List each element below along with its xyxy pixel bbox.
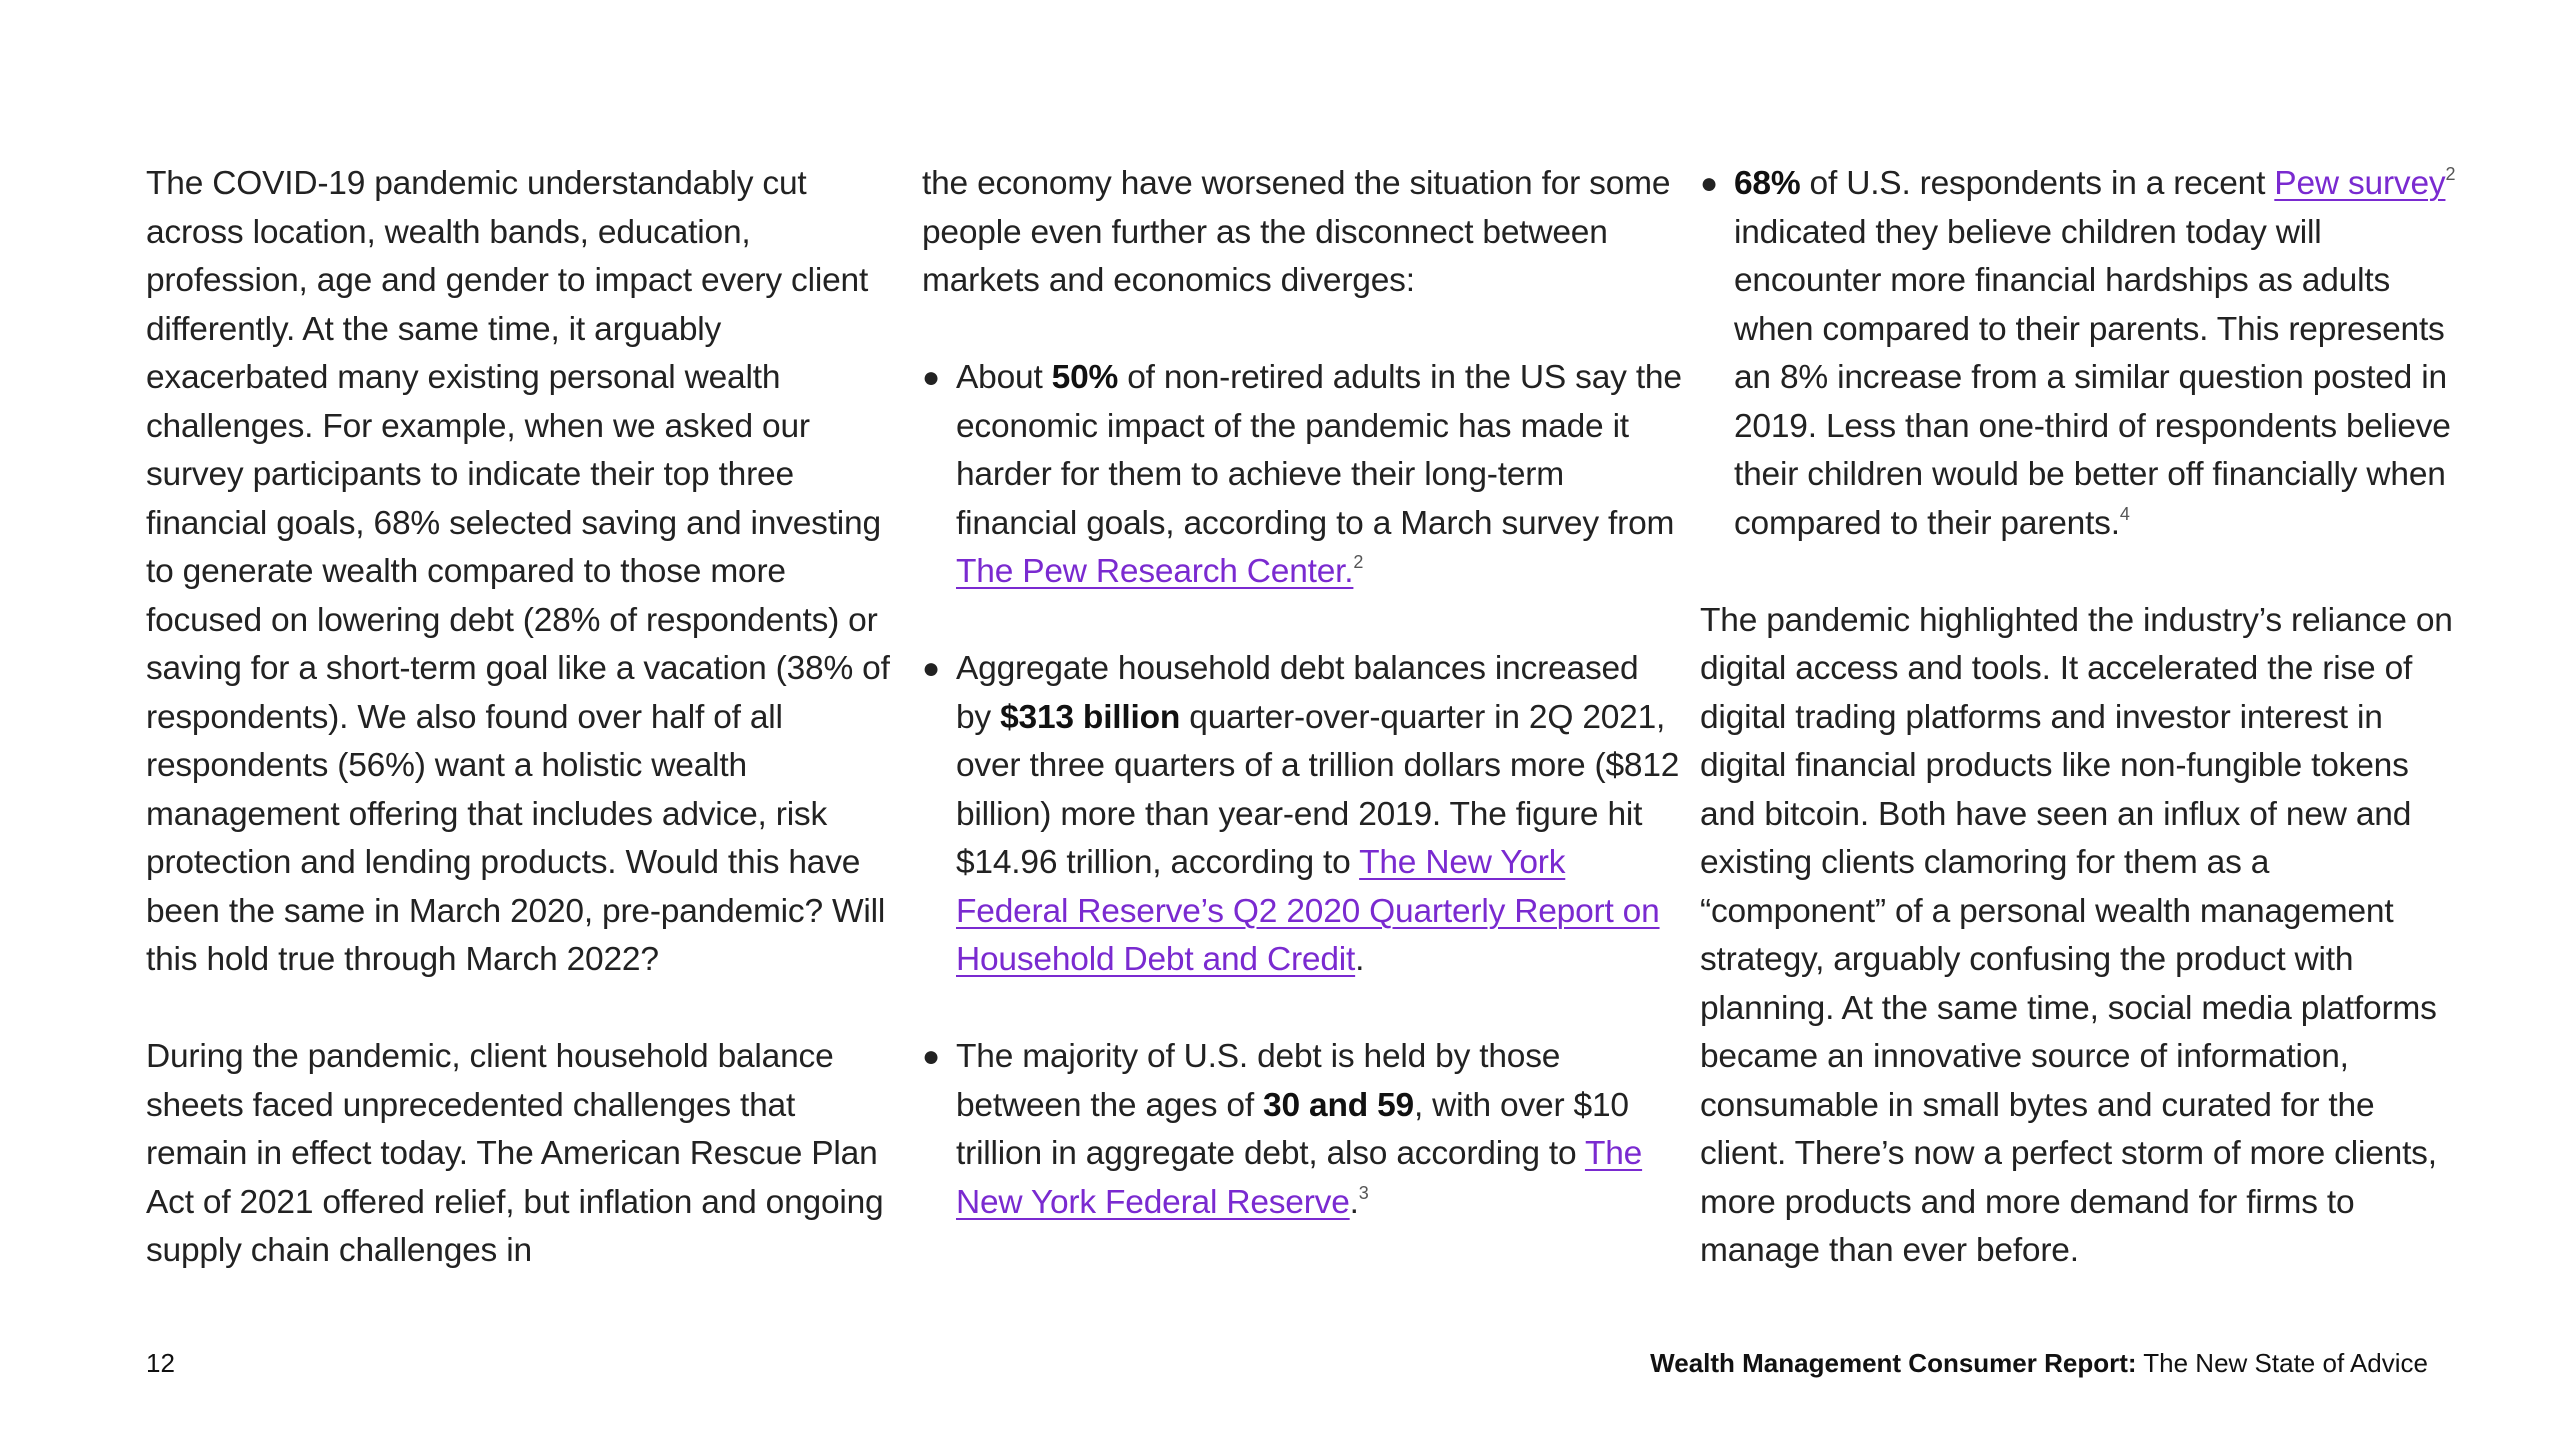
report-title-bold: Wealth Management Consumer Report: — [1650, 1348, 2137, 1378]
footnote-marker: 2 — [1353, 552, 1364, 572]
bullet-icon: ● — [1700, 167, 1718, 200]
paragraph-balance-sheets: During the pandemic, client household balance sheets faced unprecedented challenges that remain in effect today. The American Rescue Plan Act of 2021 offered relief, but inflation and ongoing supply chain challenges in — [146, 1038, 884, 1269]
column-right — [1700, 160, 2460, 1276]
stat-68-percent: 68% — [1734, 165, 1801, 202]
bullet-icon: ● — [922, 652, 940, 685]
bullet-item-50-percent: ● About 50% of non-retired adults in the US say the economic impact of the pandemic has made it harder for them to achieve their long-term financial goals, according to a March survey from The Pew Research Center.$^2$ — [922, 354, 1682, 597]
bullet-item-68-percent: ● 68% of U.S. respondents in a recent Pew survey$^2$ indicated they believe children today will encounter more financial hardships as adults when compared to their parents. This represents an 8% increase from a similar question posted in 2019. Less than one-third of respondents believe their children would be better off financially when compared to their parents.$^4$ — [1700, 160, 2460, 548]
page-number: 12 — [146, 1348, 175, 1378]
paragraph-economy-intro: the economy have worsened the situation for some people even further as the disconnect between markets and economics diverges: — [922, 165, 1671, 299]
footnote-marker: 4 — [2119, 503, 2130, 524]
footnote-marker: 3 — [1358, 1182, 1369, 1203]
bullet-item-household-debt: ● Aggregate household debt balances increased by $313 billion quarter-over-quarter in 2Q 2021, over three quarters of a trillion dollars more ($812 billion) more than year-end 2019. The figure hit $14.96 trillion, according to The New York Federal Reserve’s Q2 2020 Quarterly Report on Household Debt and Credit. — [922, 645, 1682, 985]
bullet-icon: ● — [922, 361, 940, 394]
bullet-item-debt-by-age: ● The majority of U.S. debt is held by those between the ages of 30 and 59, with over $10 trillion in aggregate debt, also according to The New York Federal Reserve.$^3$ — [922, 1033, 1682, 1227]
link-ny-fed[interactable]: The New York Federal Reserve — [956, 1135, 1643, 1221]
stat-50-percent: 50% — [1051, 359, 1119, 396]
link-pew-research-center[interactable]: The Pew Research Center. — [956, 553, 1354, 590]
link-ny-fed-quarterly-report[interactable]: The New York Federal Reserve’s Q2 2020 Quarterly Report on Household Debt and Credit — [956, 844, 1660, 978]
report-title-subtitle: The New State of Advice — [2136, 1348, 2428, 1378]
column-left — [146, 160, 891, 1276]
column-middle — [922, 160, 1682, 1227]
paragraph-digital-reliance: The pandemic highlighted the industry’s reliance on digital access and tools. It accelerated the rise of digital trading platforms and investor interest in digital financial products like non-fungible tokens and bitcoin. Both have seen an influx of new and existing clients clamoring for them as a “component” of a personal wealth management strategy, arguably confusing the product with planning. At the same time, social media platforms became an innovative source of information, consumable in small bytes and curated for the client. There’s now a perfect storm of more clients, more products and more demand for firms to manage than ever before. — [1700, 601, 2453, 1269]
stat-30-and-59: 30 and 59 — [1263, 1086, 1414, 1124]
paragraph-covid-impact: The COVID-19 pandemic understandably cut across location, wealth bands, education, profession, age and gender to impact every client differently. At the same time, it arguably exacerbated many existing personal wealth challenges. For example, when we asked our survey participants to indicate their top three financial goals, 68% selected saving and investing to generate wealth compared to those more focused on lowering debt (28% of respondents) or saving for a short-term goal like a vacation (38% of respondents). We also found over half of all respondents (56%) want a holistic wealth management offering that includes advice, risk protection and lending products. Would this have been the same in March 2020, pre-pandemic? Will this hold true through March 2022? — [146, 165, 890, 978]
report-title — [1650, 1348, 2428, 1379]
link-pew-survey[interactable]: Pew survey — [2274, 165, 2446, 202]
bullet-icon: ● — [922, 1040, 940, 1073]
stat-313-billion: $313 billion — [1000, 698, 1181, 736]
footnote-marker: 2 — [2445, 164, 2456, 184]
